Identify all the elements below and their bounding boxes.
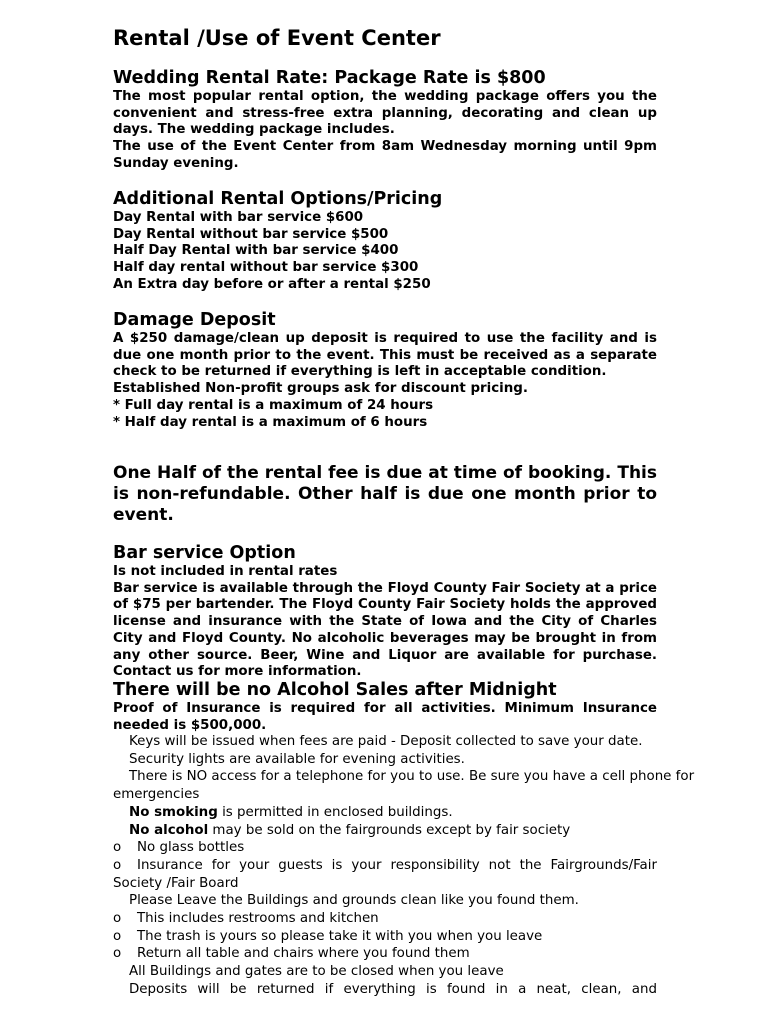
rule-item: Deposits will be returned if everything is found in a neat, clean, and xyxy=(129,981,657,997)
option-item: Half day rental without bar service $300 xyxy=(113,260,419,276)
alcohol-section xyxy=(113,679,657,734)
sub-rule-item: o The trash is yours so please take it with you when you leave xyxy=(113,928,543,944)
sub-rule-item: o This includes restrooms and kitchen xyxy=(113,911,379,927)
insurance-note: Proof of Insurance is required for all activities. Minimum Insurance needed is $500,000. xyxy=(113,701,657,733)
bar-description: Bar service is available through the Floyd County Fair Society at a price of $75 per bartender. The Floyd County Fair Society holds the approved license and insurance with the State of Iowa and the City of Charles City and Floyd County. No alcoholic beverages may be brought in from any other source. Beer, Wine and Liquor are available for purchase. Contact us for more information. xyxy=(113,580,657,680)
additional-heading: Additional Rental Options/Pricing xyxy=(113,189,443,209)
sub-rule-item: o Insurance for your guests is your responsibility not the Fairgrounds/Fair Society /Fair Board xyxy=(113,857,657,891)
wedding-section xyxy=(113,67,657,173)
wedding-hours: The use of the Event Center from 8am Wednesday morning until 9pm Sunday evening. xyxy=(113,139,657,171)
rule-item: Security lights are available for evening activities. xyxy=(129,751,465,767)
bar-subheading: Is not included in rental rates xyxy=(113,564,338,579)
option-item: Day Rental without bar service $500 xyxy=(113,226,389,242)
option-item: An Extra day before or after a rental $250 xyxy=(113,276,431,292)
rule-item: Please Leave the Buildings and grounds clean like you found them. xyxy=(129,893,579,909)
alcohol-heading: There will be no Alcohol Sales after Midnight xyxy=(113,680,557,700)
rules-list xyxy=(113,733,695,999)
rule-item: Keys will be issued when fees are paid - Deposit collected to save your date. xyxy=(129,734,643,749)
sub-rule-item: o No glass bottles xyxy=(113,840,245,856)
wedding-heading: Wedding Rental Rate: Package Rate is $800 xyxy=(113,68,546,88)
deposit-item: * Half day rental is a maximum of 6 hours xyxy=(113,414,428,430)
rule-item: No alcohol may be sold on the fairgrounds except by fair society xyxy=(129,822,571,838)
half-fee-section xyxy=(113,463,657,526)
deposit-item: * Full day rental is a maximum of 24 hours xyxy=(113,397,434,413)
page-title: Rental /Use of Event Center xyxy=(113,26,441,50)
option-item: Half Day Rental with bar service $400 xyxy=(113,243,399,259)
half-fee-notice: One Half of the rental fee is due at time of booking. This is non-refundable. Other half is due one month prior to event. xyxy=(113,463,657,525)
deposit-description: A $250 damage/clean up deposit is required to use the facility and is due one month prior to the event. This must be received as a separate check to be returned if everything is left in acceptable condition. xyxy=(113,331,657,380)
bar-section xyxy=(113,542,657,681)
wedding-description: The most popular rental option, the wedding package offers you the convenient and stress-free extra planning, decorating and clean up days. The wedding package includes. xyxy=(113,89,657,138)
deposit-item: Established Non-profit groups ask for discount pricing. xyxy=(113,381,528,397)
bar-heading: Bar service Option xyxy=(113,543,296,563)
rule-item: There is NO access for a telephone for you to use. Be sure you have a cell phone for emergencies xyxy=(113,769,695,803)
rule-item: All Buildings and gates are to be closed when you leave xyxy=(129,964,504,980)
deposit-heading: Damage Deposit xyxy=(113,310,276,330)
rule-item: No smoking is permitted in enclosed buildings. xyxy=(129,804,453,820)
option-item: Day Rental with bar service $600 xyxy=(113,210,364,225)
sub-rule-item: o Return all table and chairs where you found them xyxy=(113,946,470,962)
deposit-section xyxy=(113,309,657,431)
additional-section xyxy=(113,188,657,294)
